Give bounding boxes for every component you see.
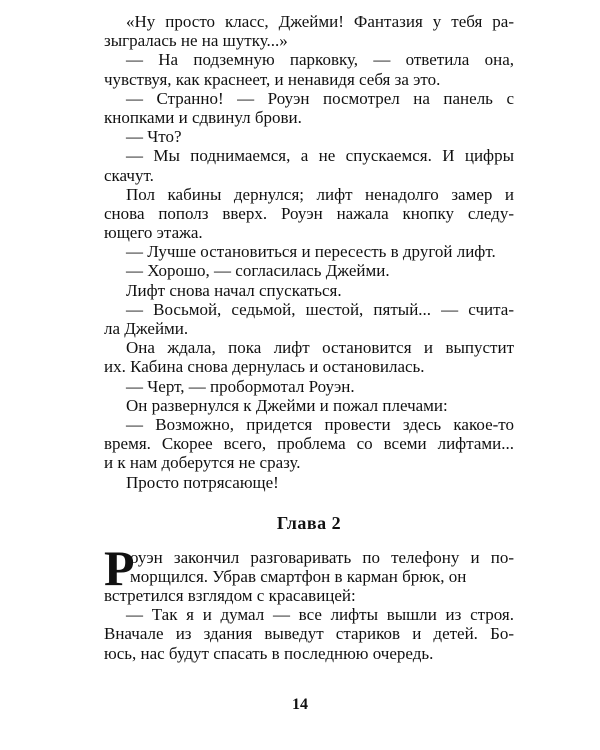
text-line: — Восьмой, седьмой, шестой, пятый... — счита- <box>126 299 514 319</box>
text-line: и к нам доберутся не сразу. <box>104 453 301 473</box>
section-spacer <box>104 492 514 512</box>
text-line: Вначале из здания выведут стариков и детей. Бо- <box>104 624 514 644</box>
text-line: — Возможно, придется провести здесь какое-то <box>126 414 514 434</box>
text-line: кнопками и сдвинул брови. <box>104 107 302 127</box>
text-line: снова пополз вверх. Роуэн нажала кнопку следу- <box>104 203 514 223</box>
text-line: — Мы поднимаемся, а не спускаемся. И цифры <box>126 146 514 166</box>
text-line: чувствуя, как краснеет, и ненавидя себя за это. <box>104 69 441 89</box>
page-number: 14 <box>292 696 308 713</box>
text-line: «Ну просто класс, Джейми! Фантазия у тебя ра- <box>126 12 514 31</box>
text-line: — Странно! — Роуэн посмотрел на панель с <box>126 88 514 108</box>
text-line: Просто потрясающе! <box>126 472 279 492</box>
text-line: — Черт, — пробормотал Роуэн. <box>126 376 355 396</box>
text-line: морщился. Убрав смартфон в карман брюк, он <box>130 566 467 586</box>
text-line: — На подземную парковку, — ответила она, <box>126 50 514 70</box>
text-line: — Так я и думал — все лифты вышли из строя. <box>126 605 514 625</box>
book-page <box>104 12 514 663</box>
text-line: ющего этажа. <box>104 223 203 243</box>
text-line: — Лучше остановиться и пересесть в другой лифт. <box>126 242 496 262</box>
text-block-1 <box>104 12 514 492</box>
text-line: их. Кабина снова дернулась и остановилась. <box>104 357 425 377</box>
text-line: ла Джейми. <box>104 319 189 338</box>
text-line: зыгралась не на шутку...» <box>104 31 288 51</box>
text-line: встретился взглядом с красавицей: <box>104 586 356 606</box>
text-line: время. Скорее всего, проблема со всеми лифтами... <box>104 434 514 454</box>
text-block-2 <box>104 539 514 663</box>
dropcap-letter: Р <box>104 539 135 596</box>
text-line: Лифт снова начал спускаться. <box>126 280 342 300</box>
chapter-title: Глава 2 <box>276 512 342 533</box>
text-line: Пол кабины дернулся; лифт ненадолго замер и <box>126 184 514 204</box>
text-line: — Хорошо, — согласилась Джейми. <box>126 261 390 281</box>
text-line: — Что? <box>126 127 182 147</box>
text-line: Он развернулся к Джейми и пожал плечами: <box>126 395 448 415</box>
text-line: оуэн закончил разговаривать по телефону и по- <box>130 547 514 567</box>
text-line: Она ждала, пока лифт остановится и выпустит <box>126 338 514 358</box>
text-line: юсь, нас будут спасать в последнюю очередь. <box>104 643 434 663</box>
text-line: скачут. <box>104 165 154 185</box>
